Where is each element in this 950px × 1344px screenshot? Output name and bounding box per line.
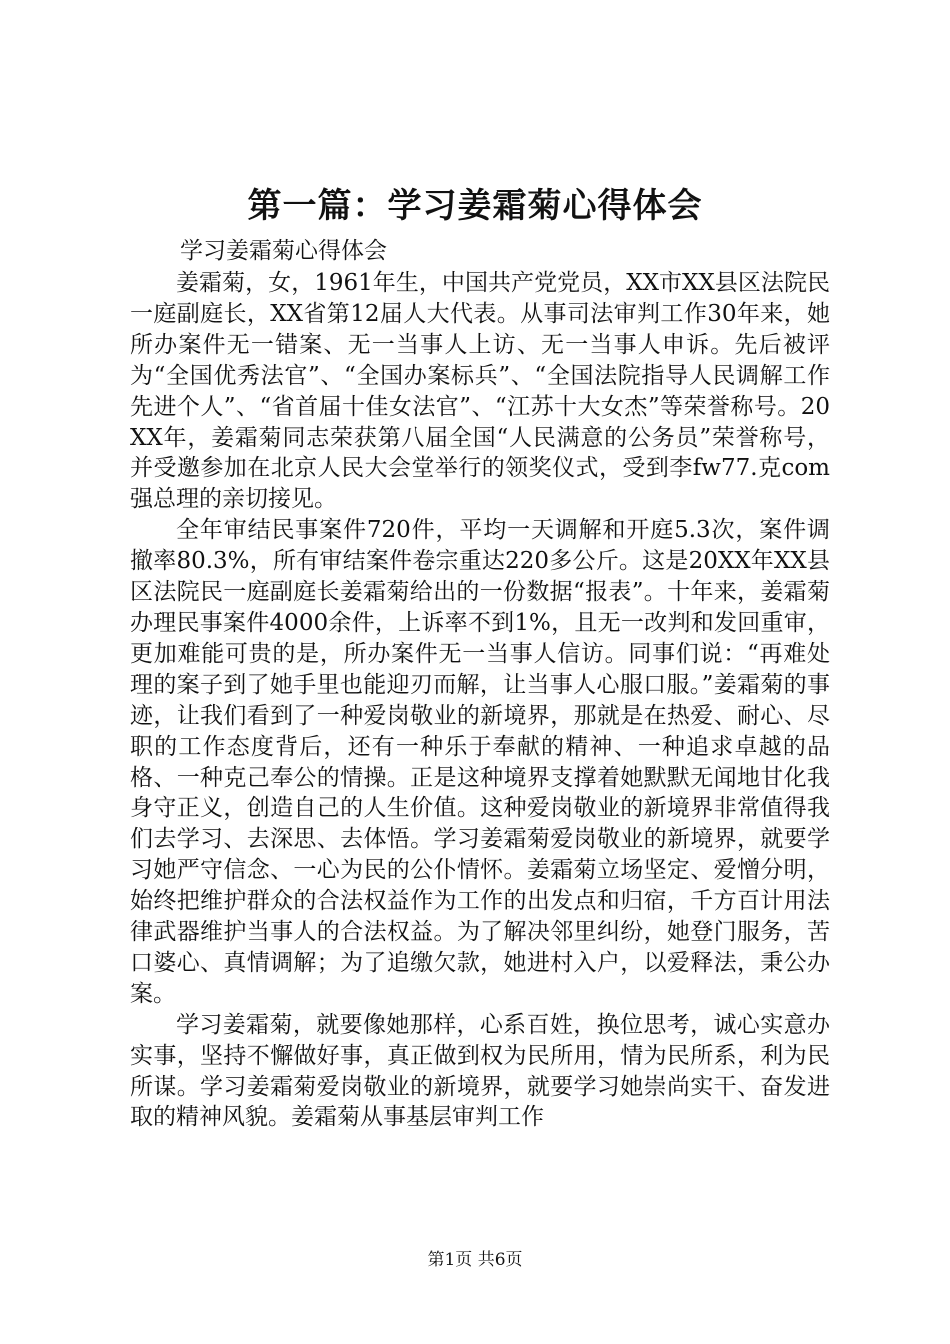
paragraph-1: 姜霜菊，女，1961年生，中国共产党党员，XX市XX县区法院民一庭副庭长，XX省第12届人大代表。从事司法审判工作30年来，她所办案件无一错案、无一当事人上访、无一当事人申诉。先后被评为“全国优秀法官”、“全国办案标兵”、“全国法院指导人民调解工作先进个人”、“省首届十佳女法官”、“江苏十大女杰”等荣誉称号。20XX年，姜霜菊同志荣获第八届全国“人民满意的公务员”荣誉称号，并受邀参加在北京人民大会堂举行的领奖仪式，受到李fw77.克com强总理的亲切接见。 (130, 270, 830, 513)
document-subtitle: 学习姜霜菊心得体会 (180, 238, 387, 264)
page-number-footer: 第1页 共6页 (427, 1250, 523, 1270)
paragraph-2: 全年审结民事案件720件，平均一天调解和开庭5.3次，案件调撤率80.3%，所有审结案件卷宗重达220多公斤。这是20XX年XX县区法院民一庭副庭长姜霜菊给出的一份数据“报表”。十年来，姜霜菊办理民事案件4000余件，上诉率不到1%，且无一改判和发回重审，更加难能可贵的是，所办案件无一当事人信访。同事们说：“再难处理的案子到了她手里也能迎刃而解，让当事人心服口服。”姜霜菊的事迹，让我们看到了一种爱岗敬业的新境界，那就是在热爱、耐心、尽职的工作态度背后，还有一种乐于奉献的精神、一种追求卓越的品格、一种克己奉公的情操。正是这种境界支撑着她默默无闻地甘化我身守正义，创造自己的人生价值。这种爱岗敬业的新境界非常值得我们去学习、去深思、去体悟。学习姜霜菊爱岗敬业的新境界，就要学习她严守信念、一心为民的公仆情怀。姜霜菊立场坚定、爱憎分明，始终把维护群众的合法权益作为工作的出发点和归宿，千方百计用法律武器维护当事人的合法权益。为了解决邻里纠纷，她登门服务，苦口婆心、真情调解；为了追缴欠款，她进村入户，以爱释法，秉公办案。 (130, 517, 830, 1007)
page-title: 第一篇：学习姜霜菊心得体会 (247, 186, 703, 226)
paragraph-3: 学习姜霜菊，就要像她那样，心系百姓，换位思考，诚心实意办实事，坚持不懈做好事，真正做到权为民所用，情为民所系，利为民所谋。学习姜霜菊爱岗敬业的新境界，就要学习她崇尚实干、奋发进取的精神风貌。姜霜菊从事基层审判工作 (130, 1011, 830, 1131)
document-body (130, 268, 830, 1133)
